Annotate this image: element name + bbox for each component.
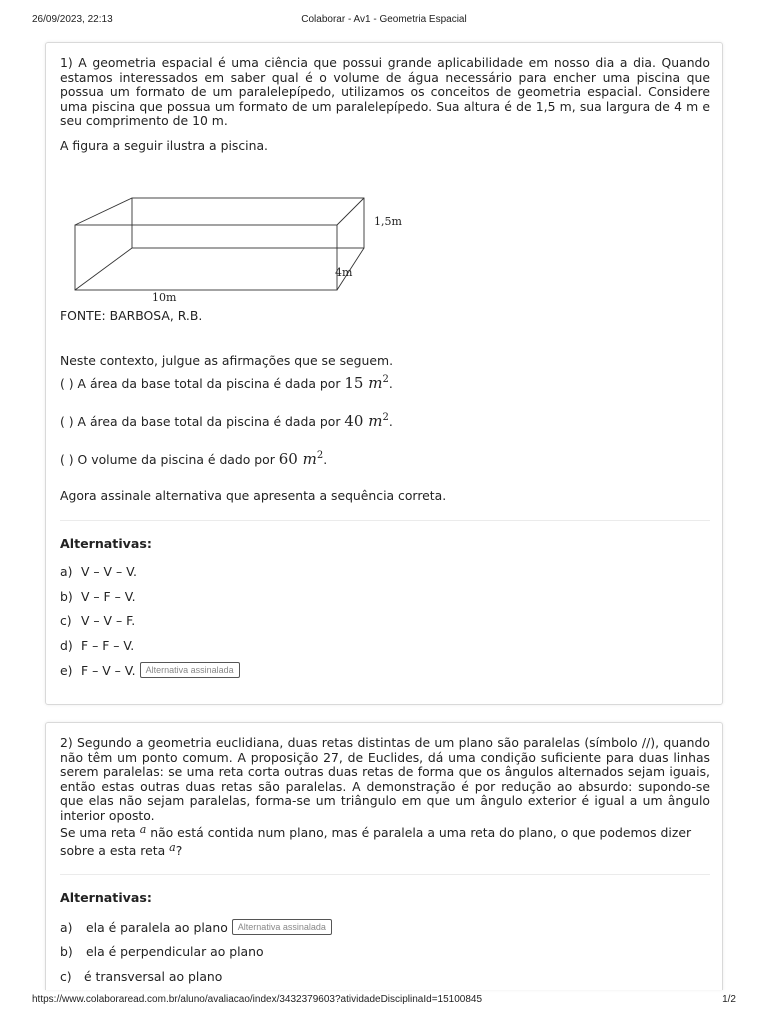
edge-top-right xyxy=(337,198,364,225)
figure-intro: A figura a seguir ilustra a piscina. xyxy=(60,138,268,153)
figure-length-label: 10m xyxy=(152,291,177,303)
alternative-b[interactable]: b) V – F – V. xyxy=(60,589,136,604)
variable-a: a xyxy=(139,823,147,836)
alternative-e[interactable]: e) F – V – V. Alternativa assinalada xyxy=(60,662,240,678)
edge-top-left xyxy=(75,198,132,225)
instruction-text: Agora assinale alternativa que apresenta a sequência correta. xyxy=(60,488,447,503)
figure-width-label: 4m xyxy=(335,266,353,279)
figure-source: FONTE: BARBOSA, R.B. xyxy=(60,308,203,323)
variable-a: a xyxy=(169,841,176,854)
back-face xyxy=(132,198,364,248)
alternative-b[interactable]: b) ela é perpendicular ao plano xyxy=(60,944,264,959)
print-footer xyxy=(32,994,736,1008)
statement-3: ( ) O volume da piscina é dado por 60 $m^2$. xyxy=(60,450,328,468)
print-date: 26/09/2023, 22:13 xyxy=(32,14,113,25)
print-title: Colaborar - Av1 - Geometria Espacial xyxy=(301,14,467,25)
alternative-c[interactable]: c) é transversal ao plano xyxy=(60,969,223,984)
question-2-card xyxy=(45,722,723,990)
question-1-card xyxy=(45,42,723,705)
print-header xyxy=(32,14,736,28)
print-url: https://www.colaboraread.com.br/aluno/avaliacao/index/3432379603?atividadeDisciplinaId=15100845 xyxy=(32,994,483,1005)
statement-2: ( ) A área da base total da piscina é dada por 40 $m^2$. xyxy=(60,412,393,430)
print-page-number: 1/2 xyxy=(722,994,736,1005)
divider xyxy=(60,874,710,875)
alternative-a[interactable]: a) V – V – V. xyxy=(60,564,137,579)
alternative-c[interactable]: c) V – V – F. xyxy=(60,613,136,628)
pool-figure xyxy=(70,188,410,303)
alternative-a[interactable]: a) ela é paralela ao plano Alternativa assinalada xyxy=(60,919,332,935)
edge-bottom-left xyxy=(75,248,132,290)
question-1-statement: 1) A geometria espacial é uma ciência que possui grande aplicabilidade em nosso dia a dia. Quando estamos interessados em saber qual é o volume de água necessário para encher uma piscina que possua um formato de um paralelepípedo, utilizamos os conceitos de geometria espacial. Considere uma piscina que possua um formato de um paralelepípedo. Sua altura é de 1,5 m, sua largura de 4 m e seu comprimento de 10 m. xyxy=(60,55,710,129)
alternatives-heading: Alternativas: xyxy=(60,890,152,905)
question-2-line-1: Se uma reta a não está contida num plano, mas é paralela a uma reta do plano, o que podemos dizer xyxy=(60,823,692,840)
selected-badge: Alternativa assinalada xyxy=(140,662,240,678)
question-2-line-2: sobre a esta reta a? xyxy=(60,841,183,858)
divider xyxy=(60,520,710,521)
statement-1: ( ) A área da base total da piscina é dada por 15 $m^2$. xyxy=(60,374,393,392)
front-face xyxy=(75,225,337,290)
question-2-statement: 2) Segundo a geometria euclidiana, duas retas distintas de um plano são paralelas (símbolo //), quando não têm um ponto comum. A proposição 27, de Euclides, dá uma condição suficiente para duas linhas serem paralelas: se uma reta corta outras duas retas de forma que os ângulos alternados sejam iguais, então estas outras duas retas são paralelas. A demonstração é por redução ao absurdo: supondo-se que elas não sejam paralelas, forma-se um triângulo em que um ângulo exterior é igual a um ângulo interior oposto. xyxy=(60,735,710,823)
figure-height-label: 1,5m xyxy=(374,215,402,228)
context-text: Neste contexto, julgue as afirmações que se seguem. xyxy=(60,353,394,368)
alternatives-heading: Alternativas: xyxy=(60,536,152,551)
alternative-d[interactable]: d) F – F – V. xyxy=(60,638,135,653)
selected-badge: Alternativa assinalada xyxy=(232,919,332,935)
